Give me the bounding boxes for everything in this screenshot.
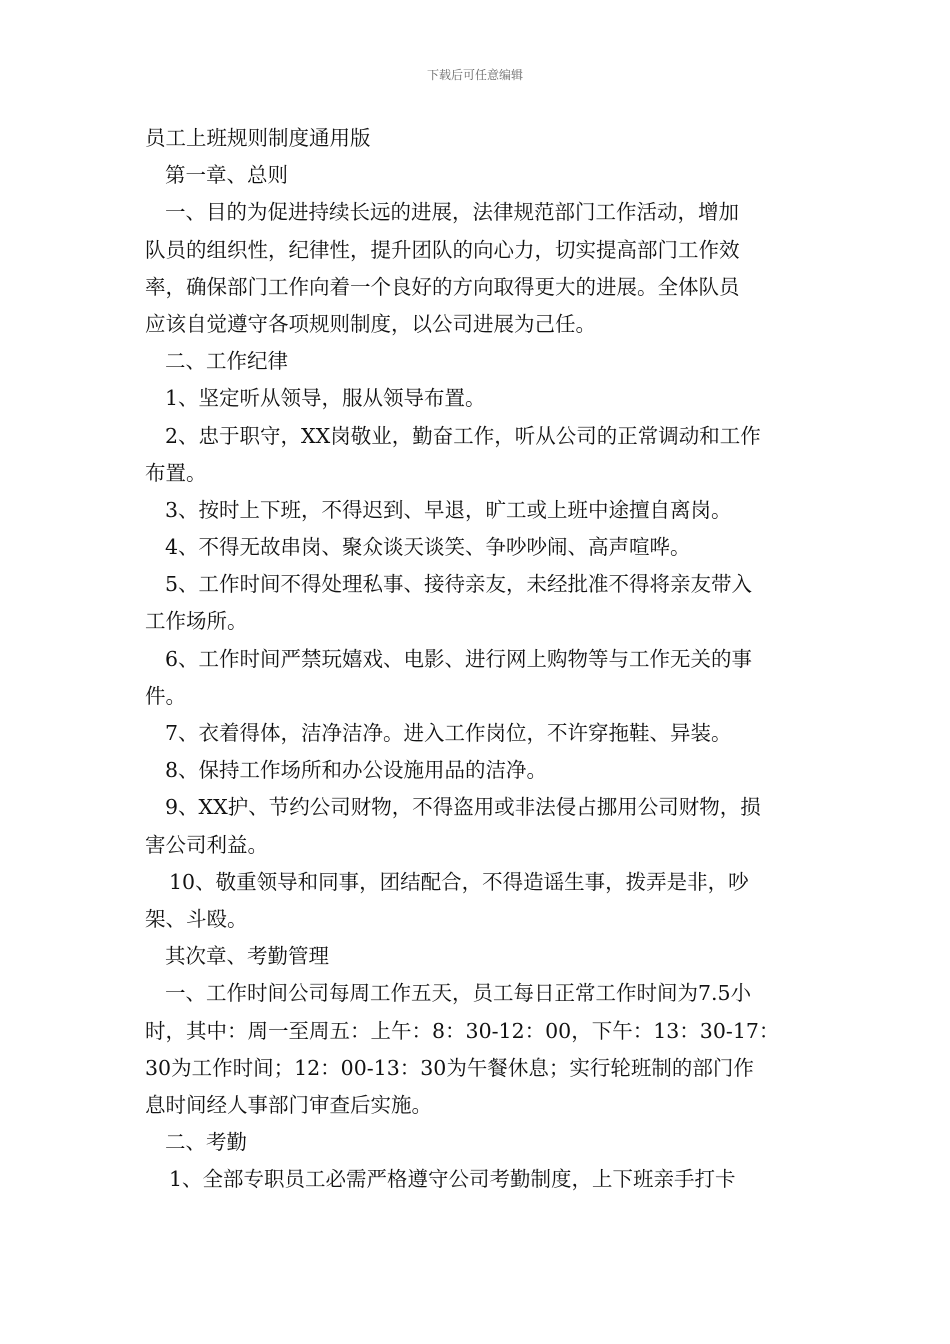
paragraph-line: 时，其中：周一至周五：上午：8：30-12：00，下午：13：30-17： (145, 1018, 780, 1043)
paragraph-line: 4、不得无故串岗、聚众谈天谈笑、争吵吵闹、高声喧哗。 (165, 535, 691, 560)
page-header: 下载后可任意编辑 (426, 68, 523, 82)
paragraph-line: 一、工作时间公司每周工作五天，员工每日正常工作时间为7.5小 (165, 981, 752, 1006)
paragraph-line: 7、衣着得体，洁净洁净。进入工作岗位，不许穿拖鞋、异装。 (165, 721, 732, 745)
paragraph-line: 第一章、总则 (165, 163, 288, 188)
paragraph-line: 件。 (145, 683, 186, 708)
paragraph-line: 9、XX护、节约公司财物，不得盗用或非法侵占挪用公司财物，损 (165, 795, 761, 820)
paragraph-line: 息时间经人事部门审查后实施。 (145, 1092, 432, 1117)
paragraph-line: 10、敬重领导和同事，团结配合，不得造谣生事，拨弄是非，吵 (169, 869, 749, 894)
paragraph-line: 二、考勤 (165, 1130, 247, 1155)
paragraph-line: 30为工作时间；12：00-13：30为午餐休息；实行轮班制的部门作 (145, 1055, 754, 1080)
paragraph-line: 6、工作时间严禁玩嬉戏、电影、进行网上购物等与工作无关的事 (165, 646, 753, 671)
document-body (145, 120, 807, 1198)
paragraph-line: 2、忠于职守，XX岗敬业，勤奋工作，听从公司的正常调动和工作 (165, 423, 761, 448)
paragraph-line: 8、保持工作场所和办公设施用品的洁净。 (165, 758, 548, 783)
paragraph-line: 5、工作时间不得处理私事、接待亲友，未经批准不得将亲友带入 (165, 572, 753, 597)
paragraph-line: 害公司利益。 (145, 832, 268, 857)
paragraph-line: 其次章、考勤管理 (165, 944, 329, 969)
paragraph-line: 布置。 (145, 460, 207, 485)
paragraph-line: 1、全部专职员工必需严格遵守公司考勤制度，上下班亲手打卡 (169, 1167, 736, 1192)
paragraph-line: 1、坚定听从领导，服从领导布置。 (165, 386, 486, 411)
document-title: 员工上班规则制度通用版 (145, 126, 371, 150)
paragraph-line: 二、工作纪律 (165, 349, 288, 374)
paragraph-line: 3、按时上下班，不得迟到、早退，旷工或上班中途擅自离岗。 (165, 497, 732, 522)
paragraph-line: 一、目的为促进持续长远的进展，法律规范部门工作活动，增加 (165, 200, 739, 225)
paragraph-line: 工作场所。 (145, 609, 248, 634)
paragraph-line: 队员的组织性，纪律性，提升团队的向心力，切实提高部门工作效 (145, 237, 740, 262)
paragraph-line: 应该自觉遵守各项规则制度，以公司进展为己任。 (145, 311, 596, 336)
paragraph-line: 率，确保部门工作向着一个良好的方向取得更大的进展。全体队员 (145, 274, 740, 299)
paragraph-line: 架、斗殴。 (145, 906, 248, 931)
